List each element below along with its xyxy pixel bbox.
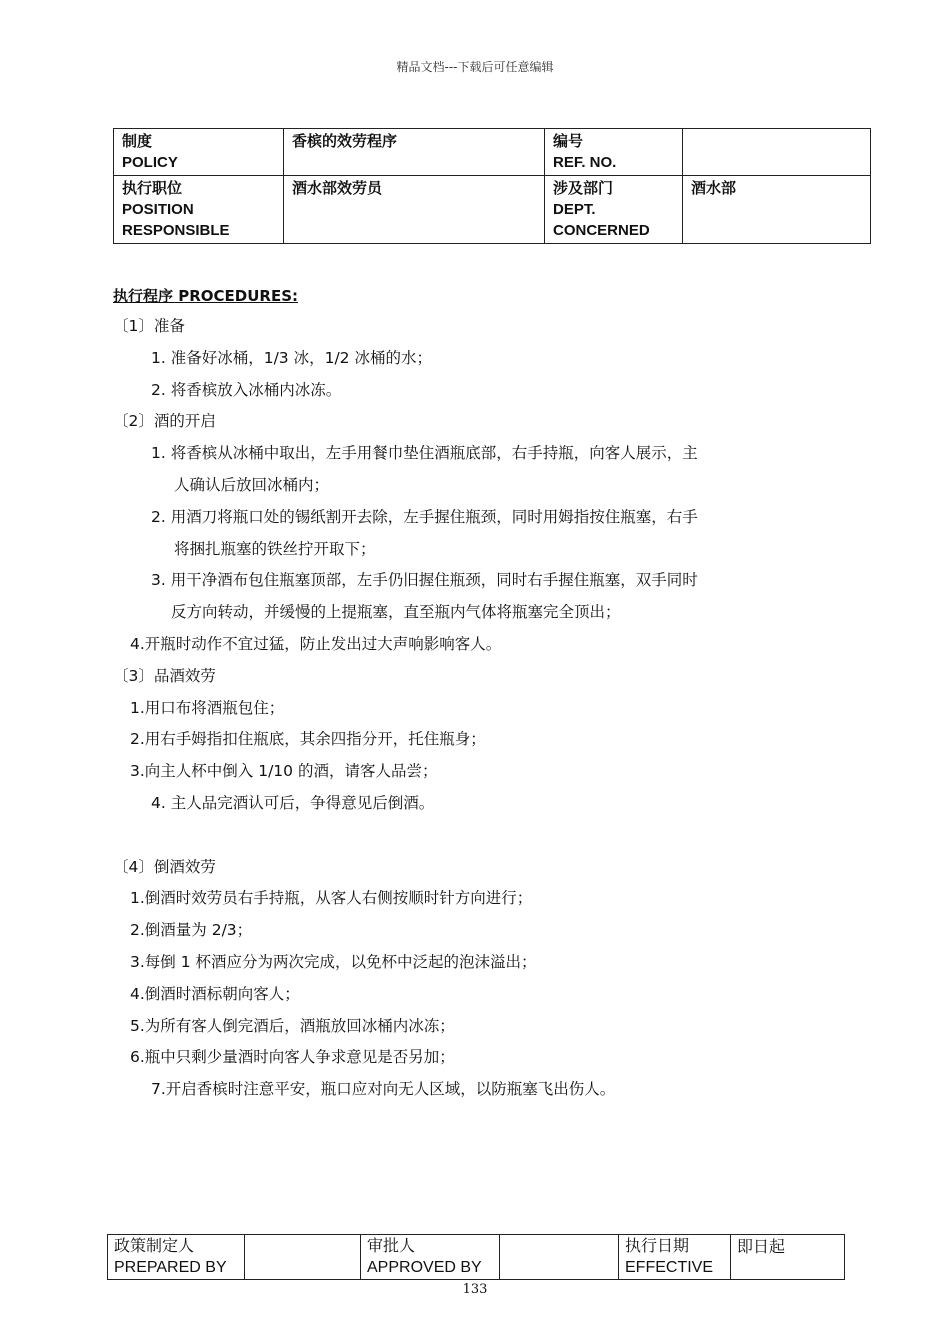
approved-label-cell [361,1235,500,1280]
page-number: 133 [462,1282,488,1297]
effective-label-cell [619,1235,731,1280]
position-value-cell: 酒水部效劳员 [284,176,545,244]
dept-label-cell [545,176,683,244]
policy-value-cell: 香槟的效劳程序 [284,129,545,176]
dept-label-cn: 涉及部门 [553,180,614,197]
prepared-value-cell [245,1235,361,1280]
list-item-continuation: 反方向转动，并缓慢的上提瓶塞，直至瓶内气体将瓶塞完全顶出； [171,603,621,622]
position-label-cn: 执行职位 [122,180,183,197]
approval-footer-table [107,1234,845,1280]
effective-label-en: EFFECTIVE [625,1259,714,1276]
policy-label-cell [114,129,284,176]
approved-label-cn: 审批人 [367,1238,416,1255]
list-item: 2.倒酒量为 2/3； [130,921,253,940]
spacer [113,820,853,852]
position-label-en-1: POSITION [122,201,194,218]
ref-label-en: REF. NO. [553,154,617,171]
approved-value-cell [500,1235,619,1280]
list-item: 2. 用酒刀将瓶口处的锡纸割开去除，左手握住瓶颈，同时用姆指按住瓶塞，右手 [151,507,698,526]
effective-label-cn: 执行日期 [625,1238,690,1255]
list-item: 1. 准备好冰桶，1/3 冰，1/2 冰桶的水； [151,348,432,367]
policy-row [114,129,871,176]
section-1-heading: 〔1〕准备 [113,317,185,335]
list-item: 1.用口布将酒瓶包住； [130,698,285,717]
policy-label-cn: 制度 [122,133,153,150]
list-item: 5.为所有客人倒完酒后，酒瓶放回冰桶内冰冻； [130,1016,455,1035]
dept-value-cell: 酒水部 [683,176,871,244]
list-item-continuation: 将捆扎瓶塞的铁丝拧开取下； [174,539,376,558]
policy-label-en: POLICY [122,154,178,171]
prepared-label-cell [108,1235,245,1280]
prepared-label-cn: 政策制定人 [114,1238,195,1255]
list-item: 3.向主人杯中倒入 1/10 的酒，请客人品尝； [130,762,438,781]
policy-header-table [113,128,871,244]
page-watermark: 精品文档---下载后可任意编辑 [396,60,554,74]
list-item: 1. 将香槟从冰桶中取出，左手用餐巾垫住酒瓶底部，右手持瓶，向客人展示，主 [151,444,698,463]
ref-label-cn: 编号 [553,133,584,150]
procedures-title: 执行程序 PROCEDURES: [113,287,299,305]
list-item: 3.每倒 1 杯酒应分为两次完成，以免杯中泛起的泡沫溢出； [130,952,537,971]
ref-value-cell [683,129,871,176]
list-item: 1.倒酒时效劳员右手持瓶，从客人右侧按顺时针方向进行； [130,889,533,908]
dept-label-en-1: DEPT. [553,201,596,218]
effective-value-cell: 即日起 [731,1235,845,1280]
prepared-label-en: PREPARED BY [114,1259,227,1276]
list-item: 7.开启香槟时注意平安，瓶口应对向无人区域，以防瓶塞飞出伤人。 [151,1080,616,1099]
ref-label-cell [545,129,683,176]
section-4-heading: 〔4〕倒酒效劳 [113,857,216,876]
list-item: 2. 将香槟放入冰桶内冰冻。 [151,380,342,399]
list-item: 4. 主人品完酒认可后，争得意见后倒酒。 [151,793,435,812]
section-3-heading: 〔3〕品酒效劳 [113,666,216,685]
section-2-heading: 〔2〕酒的开启 [113,412,216,431]
position-row [114,176,871,244]
list-item: 3. 用干净酒布包住瓶塞顶部，左手仍旧握住瓶颈，同时右手握住瓶塞，双手同时 [151,571,698,590]
list-item: 6.瓶中只剩少量酒时向客人争求意见是否另加； [130,1048,455,1067]
approved-label-en: APPROVED BY [367,1259,482,1276]
list-item: 2.用右手姆指扣住瓶底，其余四指分开，托住瓶身； [130,730,486,749]
approval-row [108,1235,845,1280]
list-item: 4.开瓶时动作不宜过猛，防止发出过大声响影响客人。 [130,634,502,653]
list-item-continuation: 人确认后放回冰桶内； [174,475,330,494]
position-label-en-2: RESPONSIBLE [122,222,230,239]
list-item: 4.倒酒时酒标朝向客人； [130,984,300,1003]
position-label-cell [114,176,284,244]
dept-label-en-2: CONCERNED [553,222,650,239]
procedures-body [113,281,853,1106]
